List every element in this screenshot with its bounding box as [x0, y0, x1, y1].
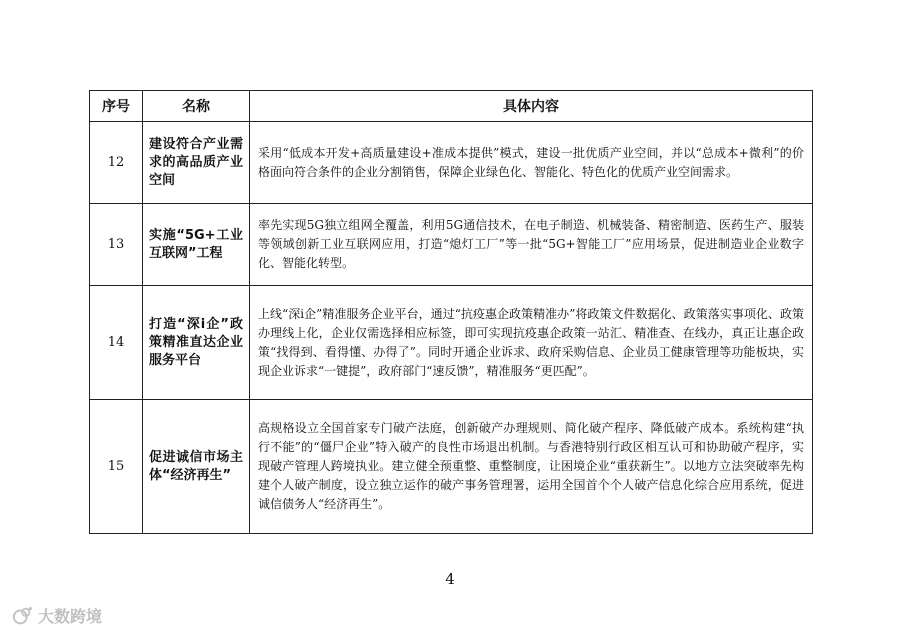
table-row — [90, 286, 813, 400]
row-name: 实施“5G+工业互联网”工程 — [143, 204, 250, 286]
row-name: 打造“深i企”政策精准直达企业服务平台 — [143, 286, 250, 400]
row-name: 建设符合产业需求的高品质产业空间 — [143, 122, 250, 204]
row-index: 15 — [90, 400, 143, 534]
row-content: 高规格设立全国首家专门破产法庭，创新破产办理规则、简化破产程序、降低破产成本。系统构建“执行不能”的“僵尸企业”特入破产的良性市场退出机制。与香港特别行政区相互认可和协助破产程序，实现破产管理人跨境执业。建立健全预重整、重整制度，让困境企业“重获新生”。以地方立法突破率先构建个人破产制度，设立独立运作的破产事务管理署，运用全国首个个人破产信息化综合应用系统，促进诚信债务人“经济再生”。 — [250, 400, 813, 534]
page-number: 4 — [445, 570, 455, 588]
policy-table — [89, 90, 813, 534]
row-content: 上线“深i企”精准服务企业平台，通过“抗疫惠企政策精准办”将政策文件数据化、政策落实事项化、政策办理线上化，企业仅需选择相应标签，即可实现抗疫惠企政策一站汇、精准查、在线办，真正让惠企政策“找得到、看得懂、办得了”。同时开通企业诉求、政府采购信息、企业员工健康管理等功能板块，实现企业诉求“一键提”，政府部门“速反馈”，精准服务“更匹配”。 — [250, 286, 813, 400]
watermark-text: 大数跨境 — [38, 607, 103, 626]
table-row — [90, 400, 813, 534]
header-row — [90, 91, 813, 122]
watermark — [12, 604, 102, 627]
table-row — [90, 204, 813, 286]
row-content: 采用“低成本开发+高质量建设+准成本提供”模式，建设一批优质产业空间，并以“总成本+微利”的价格面向符合条件的企业分割销售，保障企业绿色化、智能化、特色化的优质产业空间需求。 — [250, 122, 813, 204]
row-index: 12 — [90, 122, 143, 204]
header-content: 具体内容 — [250, 91, 813, 122]
row-name: 促进诚信市场主体“经济再生” — [143, 400, 250, 534]
table-row — [90, 122, 813, 204]
row-index: 13 — [90, 204, 143, 286]
header-name: 名称 — [143, 91, 250, 122]
row-index: 14 — [90, 286, 143, 400]
row-content: 率先实现5G独立组网全覆盖，利用5G通信技术，在电子制造、机械装备、精密制造、医药生产、服装等领域创新工业互联网应用，打造“熄灯工厂”等一批“5G+智能工厂”应用场景，促进制造业企业数字化、智能化转型。 — [250, 204, 813, 286]
brand-logo-icon — [12, 605, 34, 627]
header-index: 序号 — [90, 91, 143, 122]
